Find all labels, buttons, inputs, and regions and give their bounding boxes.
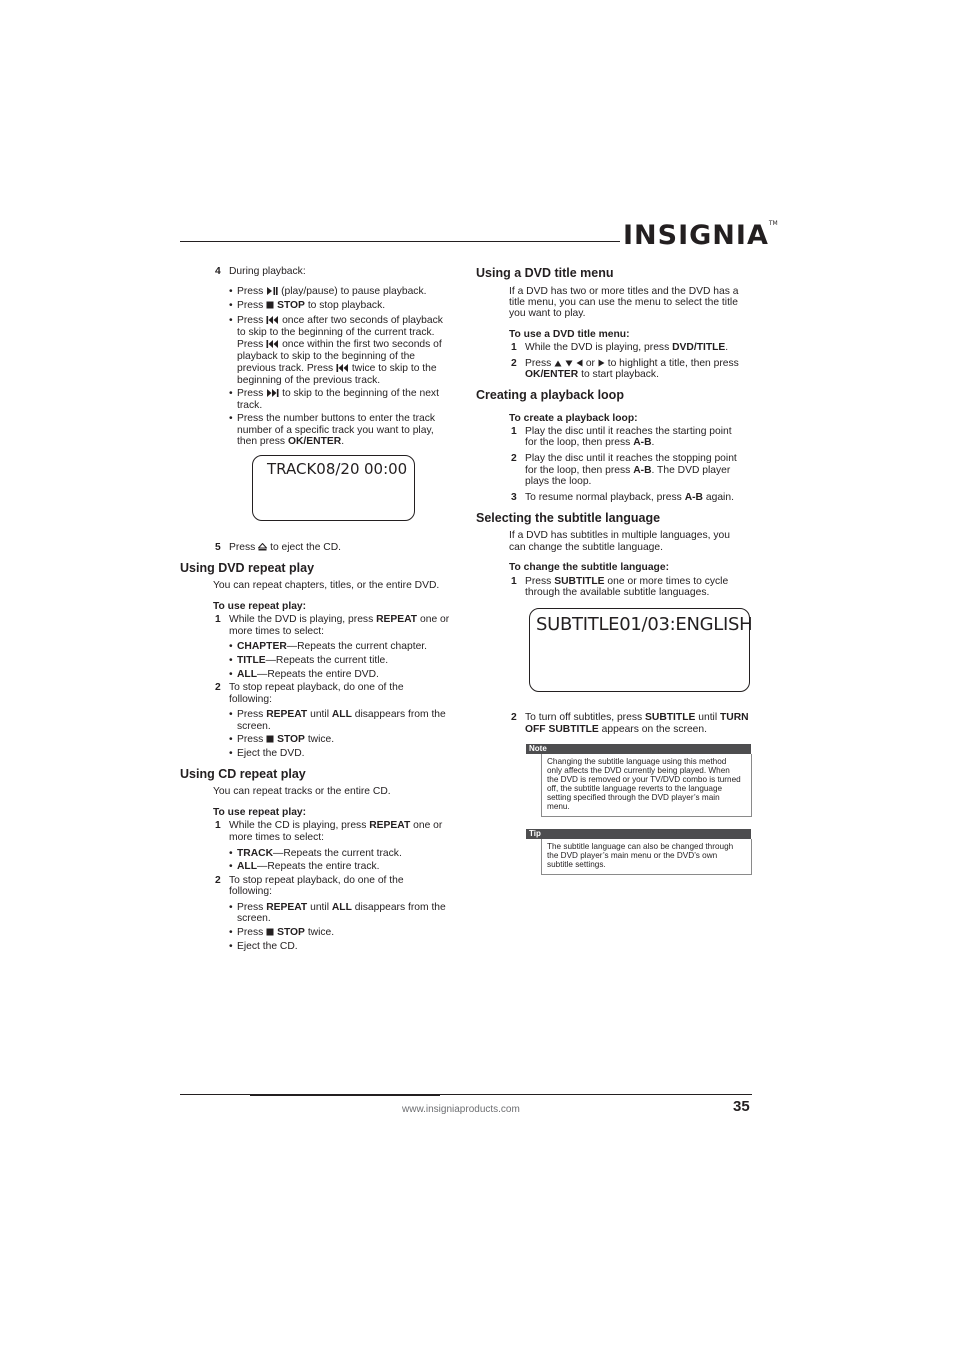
bullet-text: screen. [237,721,271,732]
note-text: off, the subtitle language reverts to the language [547,784,723,793]
section-intro: You can repeat tracks or the entire CD. [213,786,391,797]
bullet: • [229,902,233,913]
bullet: • [229,388,233,399]
arrow-left-icon [576,359,583,367]
section-heading: Creating a playback loop [476,388,624,402]
step-text: While the CD is playing, press REPEAT one or [229,820,443,831]
bullet-text: to skip to the beginning of the current track. [237,327,435,338]
step-text: OK/ENTER to start playback. [525,369,659,380]
bullet-text: Press once after two seconds of playback [237,315,443,326]
step-number: 1 [215,614,221,625]
step-text: Play the disc until it reaches the starting point [525,426,732,437]
tip-text: the DVD player’s main menu or the DVD’s own [547,851,718,860]
section-intro: you want to play. [509,308,586,319]
step-number: 2 [215,682,221,693]
bullet: • [229,861,233,872]
bullet-text: TRACK—Repeats the current track. [237,848,402,859]
insignia-logo: INSIGNIA™ [623,220,778,251]
step-number: 5 [215,542,221,553]
procedure-heading: To use repeat play: [213,601,307,612]
step-text: more times to select: [229,626,324,637]
step-number: 3 [511,492,517,503]
step-number: 2 [511,358,517,369]
step-number: 1 [511,342,517,353]
step-number: 4 [215,266,221,277]
step-text: for the loop, then press A-B. [525,437,655,448]
bullet: • [229,315,233,326]
step-text: To stop repeat playback, do one of the [229,875,404,886]
bullet: • [229,655,233,666]
procedure-heading: To use a DVD title menu: [509,329,630,340]
skip-back-icon [336,364,349,372]
step-text: more times to select: [229,832,324,843]
bullet: • [229,300,233,311]
step-number: 1 [215,820,221,831]
step-number: 2 [215,875,221,886]
stop-icon [266,735,274,743]
section-heading: Using a DVD title menu [476,266,614,280]
bullet: • [229,641,233,652]
step-text: During playback: [229,266,306,277]
bullet-text: Press STOP to stop playback. [237,300,386,311]
procedure-heading: To create a playback loop: [509,413,638,424]
section-intro: title menu, you can use the menu to select the title [509,297,738,308]
section-heading: Using DVD repeat play [180,561,315,575]
bullet-text: screen. [237,913,271,924]
bullet-text: beginning of the previous track. [237,375,381,386]
footer-url: www.insigniaproducts.com [402,1104,520,1115]
section-intro: You can repeat chapters, titles, or the entire DVD. [213,580,440,591]
bullet-text: Eject the DVD. [237,748,305,759]
bullet: • [229,669,233,680]
bullet-text: Press once within the first two seconds of [237,339,442,350]
bullet: • [229,709,233,720]
step-text: following: [229,886,272,897]
tip-text: subtitle settings. [547,860,606,869]
section-intro: If a DVD has two or more titles and the DVD has a [509,286,739,297]
note-label: Note [526,744,751,754]
bullet-text: previous track. Press twice to skip to the [237,363,437,374]
step-text: Press to eject the CD. [229,542,342,553]
bullet-text: playback to skip to the beginning of the [237,351,416,362]
step-number: 2 [511,453,517,464]
bullet-text: Press the number buttons to enter the track [237,413,436,424]
step-text: for the loop, then press A-B. The DVD player [525,465,731,476]
bullet-text: Press STOP twice. [237,734,335,745]
step-text: While the DVD is playing, press DVD/TITLE. [525,342,729,353]
tip-text: The subtitle language can also be changed through [547,842,734,851]
lcd-track-counter: TRACK08/20 [267,460,360,478]
bullet: • [229,413,233,424]
skip-back-icon [266,340,279,348]
step-text: through the available subtitle languages. [525,587,710,598]
step-text: plays the loop. [525,476,592,487]
lcd-subtitle-text: SUBTITLE01/03:ENGLISH [536,614,753,635]
note-text: setting specified through the DVD player’s main [547,793,720,802]
step-text: To resume normal playback, press A-B again. [525,492,734,503]
skip-forward-icon [266,389,279,397]
procedure-heading: To use repeat play: [213,807,307,818]
skip-back-icon [266,316,279,324]
step-text: following: [229,694,272,705]
bullet-text: number of a specific track you want to play, [237,425,434,436]
step-text: To stop repeat playback, do one of the [229,682,404,693]
bullet-text: Press (play/pause) to pause playback. [237,286,427,297]
bullet: • [229,941,233,952]
section-heading: Selecting the subtitle language [476,511,661,525]
section-heading: Using CD repeat play [180,767,306,781]
bullet: • [229,748,233,759]
bullet-text: then press OK/ENTER. [237,436,345,447]
step-text: OFF SUBTITLE appears on the screen. [525,724,707,735]
bullet-text: ALL—Repeats the entire DVD. [237,669,379,680]
bullet-text: Press STOP twice. [237,927,335,938]
arrow-down-icon [565,360,573,367]
bullet-text: Eject the CD. [237,941,298,952]
section-intro: can change the subtitle language. [509,542,664,553]
tip-label: Tip [526,829,751,839]
arrow-up-icon [554,360,562,367]
bullet-text: Press REPEAT until ALL disappears from the [237,709,446,720]
step-text: Press or to highlight a title, then press [525,358,739,369]
bullet-text: ALL—Repeats the entire track. [237,861,380,872]
eject-icon [258,543,267,551]
bullet-text: CHAPTER—Repeats the current chapter. [237,641,428,652]
procedure-heading: To change the subtitle language: [509,562,669,573]
stop-icon [266,928,274,936]
section-intro: If a DVD has subtitles in multiple languages, you [509,530,730,541]
page-number: 35 [733,1098,750,1115]
step-text: Press SUBTITLE one or more times to cycle [525,576,729,587]
step-number: 1 [511,576,517,587]
note-text: menu. [547,802,570,811]
bullet-text: track. [237,400,263,411]
footer-rule-accent [250,1094,440,1096]
note-text: Changing the subtitle language using this method [547,757,727,766]
step-number: 2 [511,712,517,723]
stop-icon [266,301,274,309]
bullet: • [229,734,233,745]
header-rule [180,241,620,242]
step-text: While the DVD is playing, press REPEAT one or [229,614,450,625]
bullet-text: Press REPEAT until ALL disappears from the [237,902,446,913]
bullet-text: Press to skip to the beginning of the next [237,388,439,399]
step-number: 1 [511,426,517,437]
bullet-text: TITLE—Repeats the current title. [237,655,389,666]
bullet: • [229,286,233,297]
bullet: • [229,848,233,859]
step-text: Play the disc until it reaches the stopping point [525,453,737,464]
note-text: only affects the DVD currently being played. When [547,766,730,775]
step-text: To turn off subtitles, press SUBTITLE until TURN [525,712,749,723]
play-pause-icon [266,287,278,295]
note-text: the DVD is removed or your TV/DVD combo is turned [547,775,741,784]
bullet: • [229,927,233,938]
lcd-time: 00:00 [364,460,408,478]
arrow-right-icon [598,359,605,367]
